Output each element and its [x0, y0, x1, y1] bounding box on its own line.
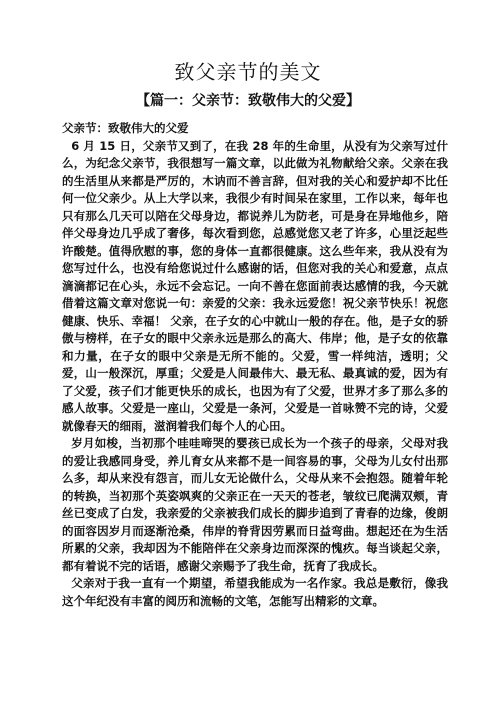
- document-body: [62, 120, 448, 610]
- document-subtitle: 【篇一：父亲节：致敬伟大的父爱】: [136, 93, 360, 109]
- paragraph: 父亲对于我一直有一个期望，希望我能成为一名作家。我总是敷衍，像我这个年纪没有丰富的阅历和流畅的文笔，怎能写出精彩的文章。: [62, 576, 448, 608]
- document-title: 致父亲节的美文: [174, 60, 322, 84]
- section-heading: 父亲节：致敬伟大的父爱: [62, 121, 189, 135]
- paragraph: 6 月 15 日，父亲节又到了，在我 28 年的生命里，从没有为父亲写过什么，为纪念父亲节，我很想写一篇文章，以此做为礼物献给父亲。父亲在我的生活里从来都是严厉的，木讷而不善言辞，但对我的关心和爱护却不比任何一位父亲少。从上大学以来，我很少有时间呆在家里，工作以来，每年也只有那么几天可以陪在父母身边，都说养儿为防老，可是身在异地他乡，陪伴父母身边几乎成了奢侈，每次看到您，总感觉您又老了许多，心里泛起些许酸楚。值得欣慰的事，您的身体一直都很健康。这么些年来，我从没有为您写过什么，也没有给您说过什么感谢的话，但您对我的关心和爱意，点点滴滴都记在心头，永远不会忘记。一向不善在您面前表达感情的我，今天就借着这篇文章对您说一句：亲爱的父亲：我永远爱您！祝父亲节快乐！祝您健康、快乐、幸福！ 父亲，在子女的心中就山一般的存在。他，是子女的骄傲与榜样，在子女的眼中父亲永远是那么的高大、伟岸；他，是子女的依靠和力量，在子女的眼中父亲是无所不能的。父爱，雪一样纯洁，透明；父爱，山一般深沉，厚重；父爱是人间最伟大、最无私、最真诚的爱，因为有了父爱，孩子们才能更快乐的成长，也因为有了父爱，世界才多了那么多的感人故事。父爱是一座山，父爱是一条河，父爱是一首咏赞不完的诗，父爱就像春天的细雨，滋润着我们每个人的心田。: [62, 138, 448, 433]
- paragraph: 岁月如梭，当初那个哇哇啼哭的婴孩已成长为一个孩子的母亲，父母对我的爱让我感同身受，养儿育女从来都不是一间容易的事，父母为儿女付出那么多，却从来没有怨言，而儿女无论做什么，父母从来不会抱怨。随着年轮的转换，当初那个英姿飒爽的父亲正在一天天的苍老，皱纹已爬满双颊，青丝已变成了白发，我亲爱的父亲被我们成长的脚步追到了青春的边缘，俊朗的面容因岁月而逐渐沧桑，伟岸的脊背因劳累而日益弯曲。想起还在为生活所累的父亲，我却因为不能陪伴在父亲身边而深深的愧疚。每当谈起父亲，都有着说不完的话语，感谢父亲赐予了我生命，抚育了我成长。: [62, 436, 448, 573]
